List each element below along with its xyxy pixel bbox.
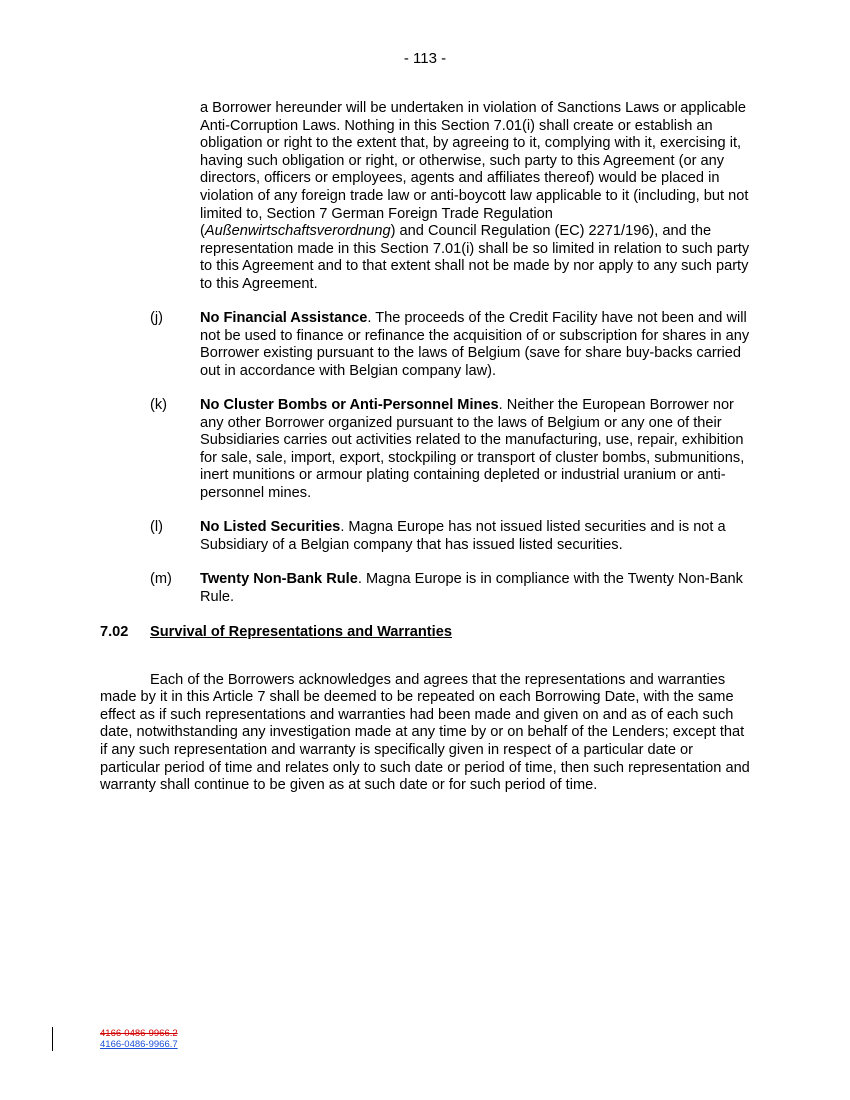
clause-label: (j) [150, 310, 163, 326]
clause-heading: No Listed Securities [200, 519, 341, 535]
section-body-paragraph: Each of the Borrowers acknowledges and agrees that the representations and warranties made by it in this Article 7 shall be deemed to be repeated on each Borrowing Date, with the same effect as if such representations and warranties had been made and given on and as of each such date, notwithstanding any investigation made at any time by or on behalf of the Lenders; except that if any such representation and warranty is specifically given in respect of a particular date or particular period of time and relates only to such date or period of time, then such representation and warranty shall continue to be given as at such date or for such period of time. [100, 671, 750, 794]
continuation-italic-term: Außenwirtschaftsverordnung [204, 223, 391, 240]
continuation-text-pre: a Borrower hereunder will be undertaken in violation of Sanctions Laws or applicable Anti-Corruption Laws. Nothing in this Section 7.01(i) shall create or establish an obligation or right to the extent that, by agreeing to it, complying with it, exercising it, having such obligation or right, or otherwise, such party to this Agreement (or any directors, officers or employees, agents and affiliates thereof) would be placed in violation of any foreign trade law or anti-boycott law applicable to it (including, but not limited to, Section 7 German Foreign Trade Regulation ( [200, 100, 749, 240]
clause-body [200, 397, 752, 503]
clause-heading: Twenty Non-Bank Rule [200, 571, 358, 587]
clause-body [200, 519, 752, 554]
clause-text: . The proceeds of the Credit Facility have not been and will not be used to finance or refinance the acquisition of or subscription for shares in any Borrower existing pursuant to the laws of Belgium (save for share buy-backs carried out in accordance with Belgian company law). [200, 310, 750, 379]
clause-heading: No Cluster Bombs or Anti-Personnel Mines [200, 397, 499, 413]
clause-label: (l) [150, 519, 163, 535]
clause-text: . Magna Europe is in compliance with the Twenty Non-Bank Rule. [200, 571, 743, 605]
clause-heading: No Financial Assistance [200, 310, 368, 326]
doc-id-deleted: 4166-0486-9966.2 [100, 1028, 178, 1039]
doc-id-inserted: 4166-0486-9966.7 [100, 1039, 178, 1050]
clause-body [200, 571, 752, 606]
clause-text: . Neither the European Borrower nor any other Borrower organized pursuant to the laws of Belgium or any one of their Subsidiaries carries out activities related to the manufacturing, use, repair, exhibition for sale, sale, import, export, stockpiling or transport of cluster bombs, submunitions, inert munitions or armour plating containing depleted or industrial uranium or anti-personnel mines. [200, 397, 745, 501]
clause-text: . Magna Europe has not issued listed securities and is not a Subsidiary of a Belgian company that has issued listed securities. [200, 519, 726, 553]
section-title: Survival of Representations and Warranties [150, 624, 452, 640]
section-heading [100, 623, 452, 641]
page-number: - 113 - [403, 50, 447, 67]
revision-bar [52, 1027, 53, 1051]
clause-label: (k) [150, 397, 168, 413]
clause-label: (m) [150, 571, 172, 587]
clause-body [200, 310, 752, 380]
continuation-paragraph [200, 100, 752, 294]
section-number: 7.02 [100, 624, 129, 640]
continuation-text-post: ) and Council Regulation (EC) 2271/196), and the representation made in this Section 7.01(i) shall be so limited in relation to such party to this Agreement and to that extent shall not be made by nor apply to any such party to this Agreement. [200, 223, 750, 292]
